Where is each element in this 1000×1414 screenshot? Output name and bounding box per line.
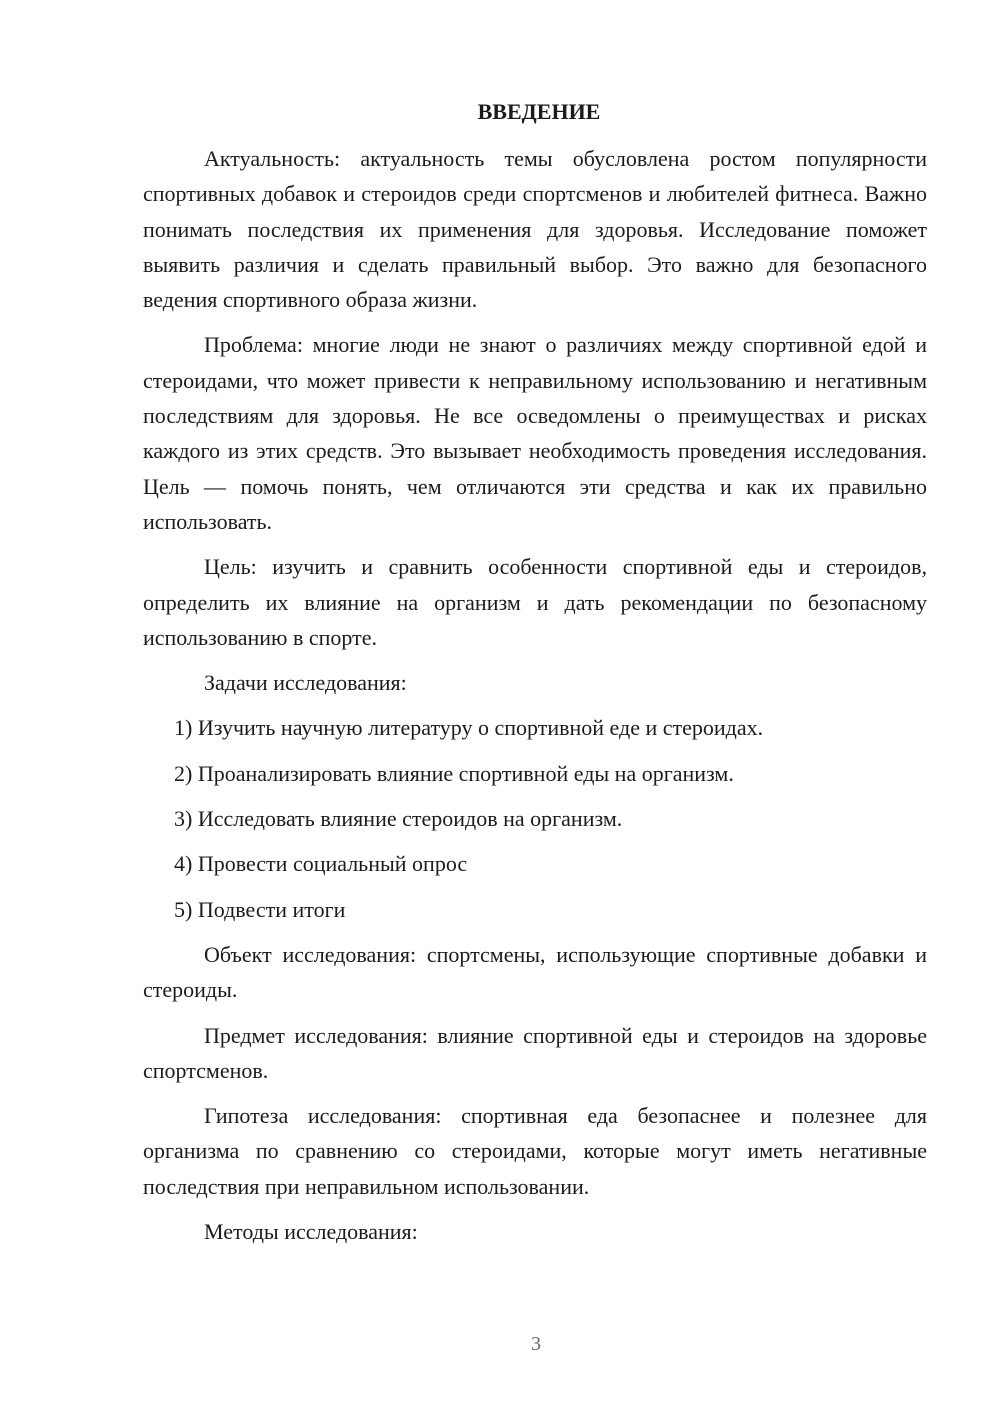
page-content [143, 94, 927, 1259]
hypothesis-paragraph: Гипотеза исследования: спортивная еда безопаснее и полезнее для организма по сравнению со стероидами, которые могут иметь негативные последствия при неправильном использовании. [143, 1103, 927, 1199]
section-heading: ВВЕДЕНИЕ [477, 99, 601, 124]
subject-paragraph: Предмет исследования: влияние спортивной еды и стероидов на здоровье спортсменов. [143, 1022, 927, 1083]
methods-title: Методы исследования: [204, 1219, 418, 1245]
relevance-paragraph: Актуальность: актуальность темы обусловлена ростом популярности спортивных добавок и стероидов среди спортсменов и любителей фитнеса. Важно понимать последствия их применения для здоровья. Исследование поможет выявить различия и сделать правильный выбор. Это важно для безопасного ведения спортивного образа жизни. [143, 146, 927, 313]
task-item-2: 2) Проанализировать влияние спортивной еды на организм. [174, 760, 734, 786]
task-item-1: 1) Изучить научную литературу о спортивной еде и стероидах. [174, 715, 764, 741]
task-item-3: 3) Исследовать влияние стероидов на организм. [174, 806, 623, 832]
goal-paragraph: Цель: изучить и сравнить особенности спортивной еды и стероидов, определить их влияние на организм и дать рекомендации по безопасному использованию в спорте. [143, 554, 927, 650]
tasks-title: Задачи исследования: [204, 670, 407, 696]
task-item-4: 4) Провести социальный опрос [174, 851, 468, 877]
task-item-5: 5) Подвести итоги [174, 896, 346, 922]
object-paragraph: Объект исследования: спортсмены, использующие спортивные добавки и стероиды. [143, 941, 927, 1003]
problem-paragraph: Проблема: многие люди не знают о различиях между спортивной едой и стероидами, что может привести к неправильному использованию и негативным последствиям для здоровья. Не все осведомлены о преимуществах и рисках каждого из этих средств. Это вызывает необходимость проведения исследования. Цель — помочь понять, чем отличаются эти средства и как их правильно использовать. [143, 332, 927, 534]
page-number: 3 [531, 1333, 541, 1355]
